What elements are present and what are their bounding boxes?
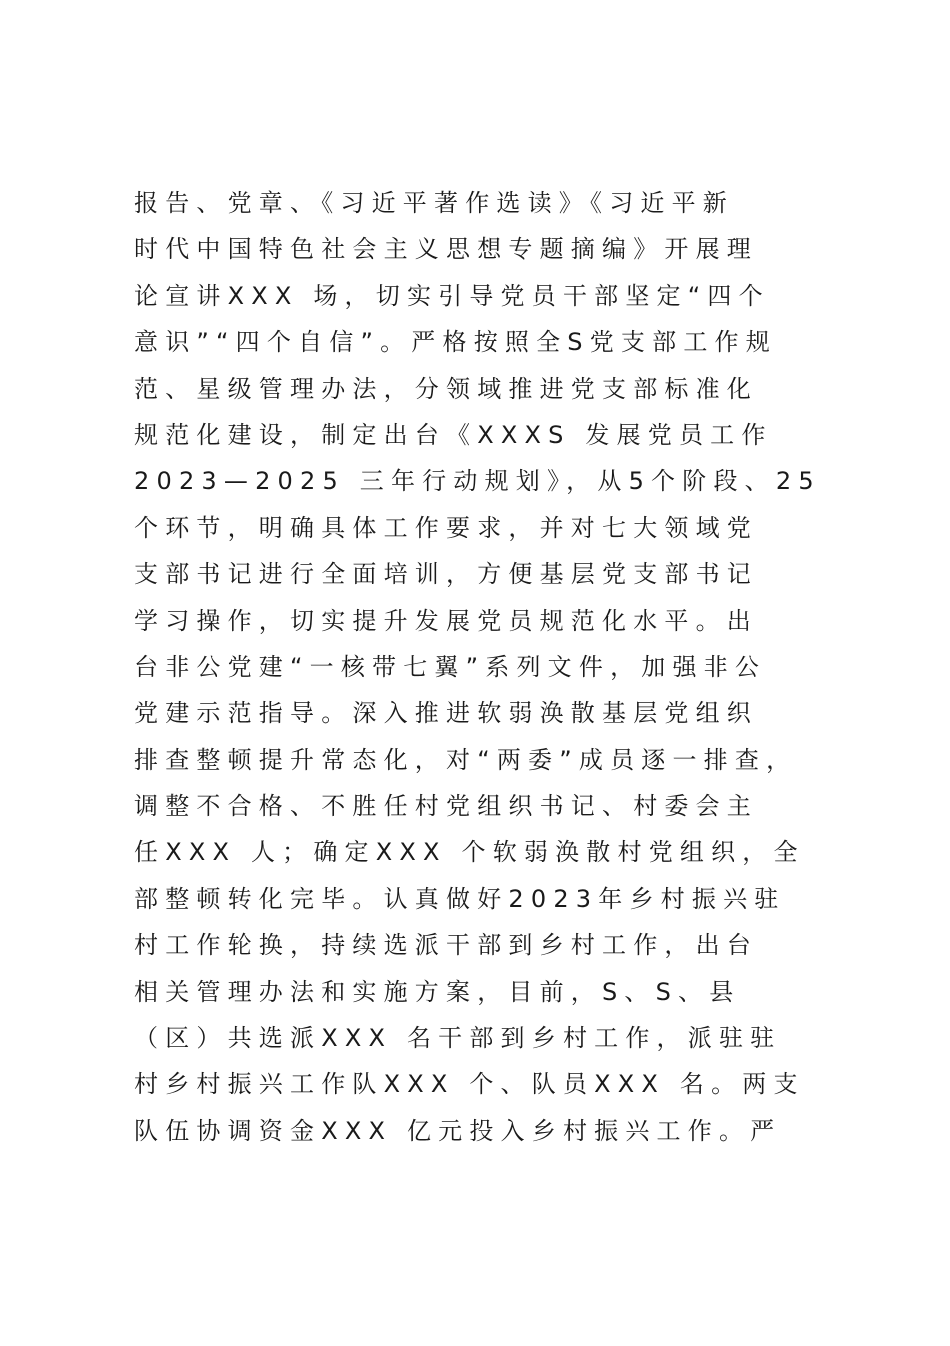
text-line: 时代中国特色社会主义思想专题摘编》开展理 [134, 235, 758, 264]
text-line: 支部书记进行全面培训，方便基层党支部书记 [134, 560, 758, 589]
text-line: （区）共选派XXX 名干部到乡村工作，派驻驻 [134, 1024, 782, 1053]
text-line: 规范化建设，制定出台《XXXS 发展党员工作 [134, 420, 773, 449]
text-line: 部整顿转化完毕。认真做好2023年乡村振兴驻 [134, 884, 786, 913]
text-line: 排查整顿提升常态化，对“两委”成员逐一排查， [134, 745, 798, 774]
text-line: 村工作轮换，持续选派干部到乡村工作，出台 [134, 931, 758, 960]
text-line: 2023—2025 三年行动规划》，从5个阶段、25 [134, 467, 821, 496]
text-line: 调整不合格、不胜任村党组织书记、村委会主 [134, 792, 758, 821]
text-line: 党建示范指导。深入推进软弱涣散基层党组织 [134, 699, 758, 728]
text-line: 论宣讲XXX 场，切实引导党员干部坚定“四个 [134, 281, 770, 310]
text-line: 村乡村振兴工作队XXX 个、队员XXX 名。两支 [134, 1070, 805, 1099]
text-line: 学习操作，切实提升发展党员规范化水平。出 [134, 606, 758, 635]
text-line: 个环节，明确具体工作要求，并对七大领域党 [134, 513, 758, 542]
text-line: 报告、党章、《习近平著作选读》《习近平新 [134, 189, 734, 217]
text-line: 台非公党建“一核带七翼”系列文件，加强非公 [134, 652, 767, 681]
text-line: 相关管理办法和实施方案，目前，S、S、县 [134, 977, 741, 1006]
text-line: 范、星级管理办法，分领域推进党支部标准化 [134, 374, 758, 403]
text-line: 任XXX 人；确定XXX 个软弱涣散村党组织，全 [134, 838, 805, 867]
body-text [134, 180, 854, 1154]
text-line: 意识”“四个自信”。严格按照全S党支部工作规 [134, 328, 777, 357]
text-line: 队伍协调资金XXX 亿元投入乡村振兴工作。严 [134, 1116, 782, 1145]
